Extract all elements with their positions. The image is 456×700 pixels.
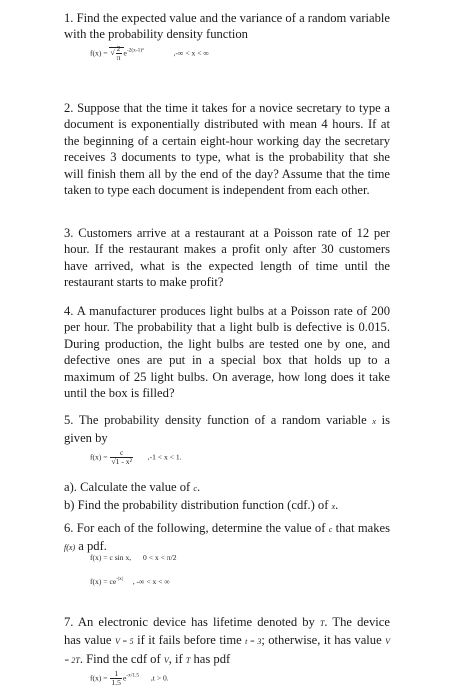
problem-5-intro: 5. The probability density function of a random variable x is given by bbox=[64, 413, 390, 446]
problem-7-formula: f(x) = $\frac{1}{1.5}$ $e^{-x/1.5}$ ,t > 0. bbox=[90, 669, 169, 687]
sqrt-symbol: √ $\frac{2}{\pi}$ bbox=[109, 47, 123, 57]
problem-1-formula: f(x) = √ $\frac{2}{\pi}$ $e^{-2(x-1)^2}$ ,-∞ < x < ∞ bbox=[90, 44, 209, 62]
problem-4 bbox=[64, 303, 390, 401]
problem-6-formula-1: f(x) = c sin x, 0 < x < π/2 bbox=[90, 553, 177, 562]
problem-1 bbox=[64, 10, 390, 43]
problem-5a: a). Calculate the value of c. bbox=[64, 480, 201, 494]
problem-5 bbox=[64, 412, 390, 447]
problem-7 bbox=[64, 614, 390, 669]
problem-3 bbox=[64, 225, 390, 291]
problem-3-text: 3. Customers arrive at a restaurant at a Poisson rate of 12 per hour. If the restaurant makes a profit only after 30 customers have arrived, what is the expected length of time until the restaurant starts to make profit? bbox=[64, 226, 390, 290]
formula-lhs: f(x) = bbox=[90, 48, 108, 58]
problem-1-text: 1. Find the expected value and the variance of a random variable with the probability density function bbox=[64, 11, 390, 42]
problem-5-parts bbox=[64, 479, 390, 516]
problem-4-text: 4. A manufacturer produces light bulbs at a Poisson rate of 200 per hour. The probability that a light bulb is defective is 0.015. During production, the light bulbs are tested one by one, and defective ones are put in a special box that holds up to a maximum of 25 light bulbs. On average, how long does it take until the box is filled? bbox=[64, 304, 390, 401]
problem-5-formula: f(x) = $\frac{c}{\text{√1 - x²}}$ ,-1 < x < 1. bbox=[90, 448, 182, 466]
problem-5b: b) Find the probability distribution function (cdf.) of x. bbox=[64, 498, 339, 513]
formula-domain: ,-∞ < x < ∞ bbox=[173, 48, 209, 58]
problem-6-intro: 6. For each of the following, determine the value of c that makes f(x) a pdf. bbox=[64, 521, 390, 554]
problem-6 bbox=[64, 520, 390, 557]
problem-2 bbox=[64, 100, 390, 198]
problem-6-formula-2: $f(x) = ce^{-|x|}$ , -∞ < x < ∞ bbox=[90, 576, 170, 586]
problem-7-text: 7. An electronic device has lifetime denoted by T. The device has value V = 5 if it fails before time t = 3; otherwise, it has value V = 2T. Find the cdf of V, if T has pdf bbox=[64, 615, 391, 666]
problem-2-text: 2. Suppose that the time it takes for a novice secretary to type a document is exponentially distributed with mean 4 hours. If at the beginning of a certain eight-hour working day the secretary receives 3 documents to type, what is the probability that she will finish them all by the end of the day? Assume that the time taken to type each document is independent from each other. bbox=[64, 101, 390, 198]
